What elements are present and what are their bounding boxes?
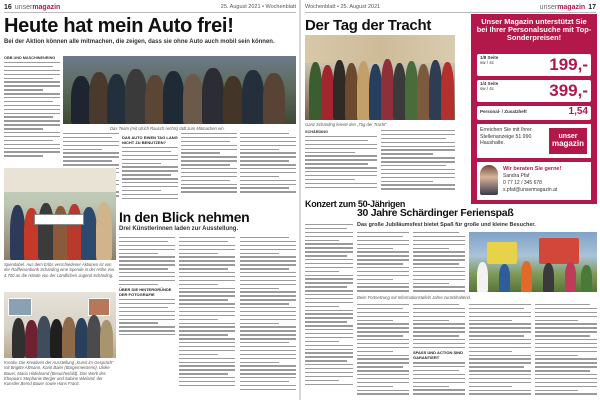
ad-contact-mail: s.pfaf@unsermagazin.at [503,186,558,193]
concert-column [305,224,353,396]
feature-title: 30 Jahre Schärdinger Ferienspaß [357,207,514,219]
ad-offer-1-price: 199,- [549,55,588,74]
left-brand: unsermagazin [14,3,61,11]
right-page [301,0,600,400]
right-date-line: Wochenblatt • 25. August 2021 [305,4,381,10]
ad-offer-1-label: 1/8 Seite [480,55,499,60]
spendabel-photo [4,168,116,260]
team-photo-caption: Das Team (mit Ulrich Rausch rechts) lädt zum Mitmachen ein. [110,126,225,131]
fest-photo [469,232,597,292]
right-folio [540,2,596,12]
fest-caption: Beim Fortsetzung mit Informationstafeln Jahre zurückhaltend. [357,295,472,300]
left-headline: Heute hat mein Auto frei! [4,15,234,37]
ad-offer-1 [477,54,591,76]
tracht-photo [305,35,455,120]
ad-offer-3-price: 1,54 [568,106,588,117]
left-date-line: 25. August 2021 • Wochenblatt [220,4,296,10]
right-headline: Der Tag der Tracht [305,17,432,34]
right-page-number: 17 [588,3,596,11]
ad-logo: unser magazin [549,128,587,154]
feature-column-4 [413,304,465,396]
blick-subhead: ÜBER DIE HINTERGRÜNDE DER FOTOGRAFIE [119,287,172,298]
ad-reach-box [477,124,591,158]
left-folio-rule [4,12,296,13]
ad-contact-phone: 0 77 12 / 345 678 [503,180,542,187]
ad-title: Unser Magazin unterstützt Sie bei Ihrer Personalsuche mit Top-Sonderpreisen! [476,17,592,43]
left-page-number: 16 [4,3,12,11]
ad-offer-3-label: Personal- / Zusatzheft [480,109,527,114]
ad-contact-box [477,162,591,200]
feature-subhead: SPASS UND ACTION SIND GARANTIERT [413,350,464,361]
ad-contact-text [503,166,589,194]
ad-offer-2-sub: sw / 4c [480,85,495,91]
section-title-blick: In den Blick nehmen [119,209,250,225]
ad-contact-name: Sandra Pfaf [503,173,530,180]
recruitment-ad [471,14,597,204]
left-folio [4,2,60,12]
feature-standfirst: Das große Jubiläumsfest bietet Spaß für große und kleine Besucher. [357,222,536,228]
ad-offer-3 [477,106,591,120]
concert-title: Konzert zum 50-Jährigen [305,199,406,209]
ad-contact-avatar [480,165,498,195]
tracht-column-2 [381,130,455,194]
kreativ-photo [4,292,116,358]
feature-column-5 [469,304,531,396]
right-lead-run: SCHÄRDING [305,130,328,134]
ad-offer-2-price: 399,- [549,81,588,100]
blick-column-3 [240,237,296,397]
feature-column-2 [413,232,465,292]
left-column-5 [240,133,296,205]
tracht-column-1 [305,130,377,194]
kreativ-caption: Kreativ. Die Kreativen der Ausstellung „Kunst im Gespräch“ mit Brigitte Altmann, Karin Baier (Bürgermeisterin), Ulrike Bauer, Maria Hildebrand (Besucherbild). Das Werk des Ehepaars Stephanie Berger und Sabine Wieland, der Kunstler Bernd Bauer sowie Hans Franz. [4,360,114,386]
section-standfirst-blick: Drei Künstlerinnen laden zur Ausstellung. [119,226,239,232]
left-column-3 [122,133,178,205]
right-brand: unsermagazin [539,3,586,11]
ad-offer-1-sub: sw / 4c [480,59,495,65]
blick-column-1 [119,237,175,337]
left-standfirst: Bei der Aktion können alle mitmachen, die zeigen, dass sie ohne Auto auch mobil sein können. [4,39,275,45]
left-lead-run: OBB UND MASCHINENRING [4,56,56,60]
blick-column-2 [179,237,235,397]
spendabel-caption: Spendabel. Aus dem Erlös verschiedener Aktionen ist von der Raiffeisenbank Schärding eine Spende in der Höhe von 4.700 an die Hände von der Ländlichen Jugend Schärding. [4,262,115,278]
right-folio-rule [305,12,596,13]
left-subhead: DAS AUTO EINEN TAG LANG NICHT ZU BENUTZEN? [122,135,178,145]
left-column-4 [181,133,237,205]
feature-column-6 [535,304,597,396]
feature-column-1 [357,232,409,292]
team-group-photo [63,56,296,124]
left-column-1 [4,56,60,162]
ad-offer-2-label: 1/4 Seite [480,81,499,86]
ad-reach-text: Erreichen Sie mit Ihrer Stellenanzeige 51.990 Haushalte. [480,127,532,146]
feature-column-3 [357,304,409,396]
ad-offer-2 [477,80,591,102]
ad-contact-title: Wir beraten Sie gerne! [503,166,562,172]
tracht-caption: Ganz Schärding feierte den „Tag der Tracht“. [305,122,388,127]
